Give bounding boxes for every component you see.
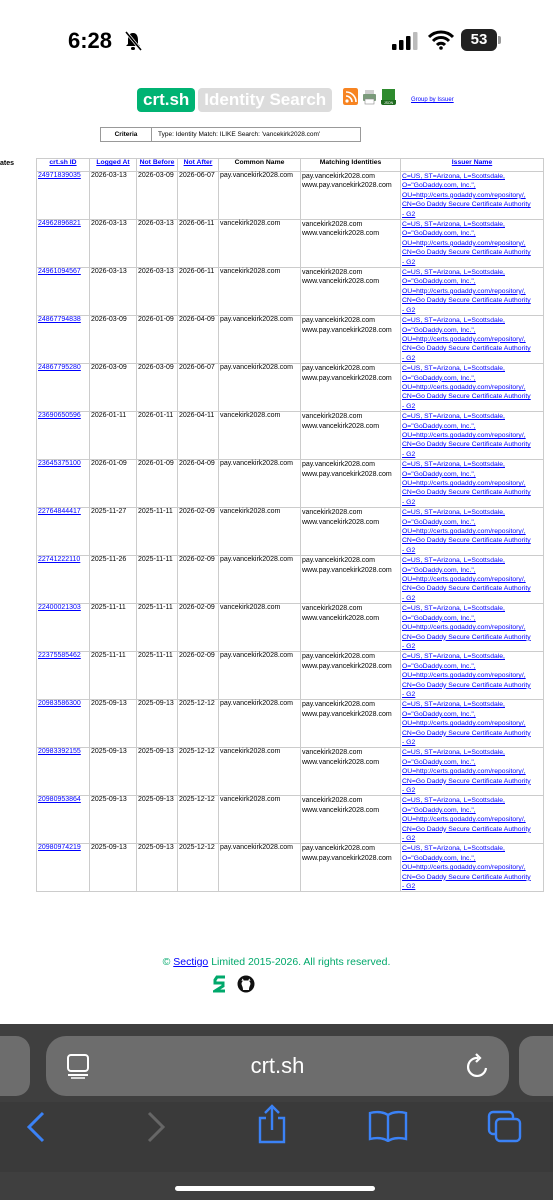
cell-issuer-name[interactable]: C=US, ST=Arizona, L=Scottsdale, O="GoDaddy.com, Inc.", OU=http://certs.godaddy.com/repository/, CN=Go Daddy Secure Certificate Authority - G2 xyxy=(401,604,544,652)
cell-common-name: pay.vancekirk2028.com xyxy=(219,172,301,220)
table-row xyxy=(37,508,544,556)
address-bar[interactable] xyxy=(46,1036,509,1096)
cell-not-before: 2026-03-13 xyxy=(137,268,178,316)
cell-common-name: pay.vancekirk2028.com xyxy=(219,844,301,892)
cell-issuer-name[interactable]: C=US, ST=Arizona, L=Scottsdale, O="GoDaddy.com, Inc.", OU=http://certs.godaddy.com/repository/, CN=Go Daddy Secure Certificate Authority - G2 xyxy=(401,844,544,892)
back-icon[interactable] xyxy=(25,1110,47,1144)
cell-not-after: 2025-12-12 xyxy=(178,844,219,892)
cell-logged-at: 2025-11-11 xyxy=(90,604,137,652)
cell-not-before: 2026-03-13 xyxy=(137,220,178,268)
cell-matching-identities: vancekirk2028.com www.vancekirk2028.com xyxy=(301,508,401,556)
cell-common-name: vancekirk2028.com xyxy=(219,748,301,796)
cell-crtsh-id[interactable]: 23690650596 xyxy=(37,412,90,460)
cell-logged-at: 2026-03-13 xyxy=(90,172,137,220)
battery-level: 53 xyxy=(461,29,497,51)
cell-not-before: 2025-09-13 xyxy=(137,796,178,844)
group-by-issuer-link[interactable]: Group by Issuer xyxy=(411,97,454,103)
table-row xyxy=(37,604,544,652)
cell-not-before: 2025-09-13 xyxy=(137,700,178,748)
cell-common-name: pay.vancekirk2028.com xyxy=(219,700,301,748)
cell-not-before: 2025-11-11 xyxy=(137,508,178,556)
cell-issuer-name[interactable]: C=US, ST=Arizona, L=Scottsdale, O="GoDaddy.com, Inc.", OU=http://certs.godaddy.com/repository/, CN=Go Daddy Secure Certificate Authority - G2 xyxy=(401,700,544,748)
cell-not-before: 2026-01-09 xyxy=(137,460,178,508)
table-row xyxy=(37,268,544,316)
reload-icon[interactable] xyxy=(465,1052,491,1080)
printer-icon[interactable] xyxy=(362,88,377,105)
cell-not-before: 2026-03-09 xyxy=(137,172,178,220)
cell-matching-identities: pay.vancekirk2028.com www.pay.vancekirk2028.com xyxy=(301,364,401,412)
table-row xyxy=(37,556,544,604)
cell-matching-identities: vancekirk2028.com www.vancekirk2028.com xyxy=(301,220,401,268)
cell-common-name: pay.vancekirk2028.com xyxy=(219,364,301,412)
cell-common-name: pay.vancekirk2028.com xyxy=(219,556,301,604)
col-not-before[interactable]: Not Before xyxy=(137,159,178,172)
cell-logged-at: 2025-09-13 xyxy=(90,796,137,844)
cell-not-before: 2026-03-09 xyxy=(137,364,178,412)
footer-icons xyxy=(213,975,255,993)
table-row xyxy=(37,796,544,844)
criteria-box xyxy=(100,127,361,142)
cell-not-before: 2025-11-11 xyxy=(137,604,178,652)
status-time: 6:28 xyxy=(68,28,113,53)
table-row xyxy=(37,700,544,748)
cell-issuer-name[interactable]: C=US, ST=Arizona, L=Scottsdale, O="GoDaddy.com, Inc.", OU=http://certs.godaddy.com/repository/, CN=Go Daddy Secure Certificate Authority - G2 xyxy=(401,412,544,460)
cell-logged-at: 2025-09-13 xyxy=(90,700,137,748)
bookmarks-icon[interactable] xyxy=(368,1110,408,1142)
cell-logged-at: 2026-03-13 xyxy=(90,268,137,316)
cell-matching-identities: pay.vancekirk2028.com www.pay.vancekirk2028.com xyxy=(301,556,401,604)
cell-logged-at: 2025-11-26 xyxy=(90,556,137,604)
cell-logged-at: 2026-03-09 xyxy=(90,364,137,412)
cell-common-name: pay.vancekirk2028.com xyxy=(219,652,301,700)
share-icon[interactable] xyxy=(257,1104,287,1144)
cell-logged-at: 2026-01-09 xyxy=(90,460,137,508)
cell-matching-identities: vancekirk2028.com www.vancekirk2028.com xyxy=(301,604,401,652)
cell-matching-identities: vancekirk2028.com www.vancekirk2028.com xyxy=(301,268,401,316)
left-edge-label: ates xyxy=(0,160,15,167)
cell-matching-identities: pay.vancekirk2028.com www.pay.vancekirk2028.com xyxy=(301,652,401,700)
cell-common-name: vancekirk2028.com xyxy=(219,268,301,316)
cell-not-before: 2025-09-13 xyxy=(137,844,178,892)
cell-logged-at: 2025-09-13 xyxy=(90,844,137,892)
cell-issuer-name[interactable]: C=US, ST=Arizona, L=Scottsdale, O="GoDaddy.com, Inc.", OU=http://certs.godaddy.com/repository/, CN=Go Daddy Secure Certificate Authority - G2 xyxy=(401,796,544,844)
cell-not-after: 2025-12-12 xyxy=(178,748,219,796)
cell-common-name: vancekirk2028.com xyxy=(219,508,301,556)
cell-not-after: 2026-06-07 xyxy=(178,364,219,412)
site-logo[interactable] xyxy=(137,88,332,112)
cell-crtsh-id[interactable]: 24971839035 xyxy=(37,172,90,220)
results-table-wrap xyxy=(0,158,553,892)
cell-crtsh-id[interactable]: 20983392155 xyxy=(37,748,90,796)
header-icons xyxy=(343,88,396,105)
cell-common-name: pay.vancekirk2028.com xyxy=(219,460,301,508)
signal-icon xyxy=(392,32,418,50)
cell-issuer-name[interactable]: C=US, ST=Arizona, L=Scottsdale, O="GoDaddy.com, Inc.", OU=http://certs.godaddy.com/repository/, CN=Go Daddy Secure Certificate Authority - G2 xyxy=(401,508,544,556)
sectigo-link[interactable]: Sectigo xyxy=(173,956,209,968)
cell-logged-at: 2026-03-09 xyxy=(90,316,137,364)
cell-issuer-name[interactable]: C=US, ST=Arizona, L=Scottsdale, O="GoDaddy.com, Inc.", OU=http://certs.godaddy.com/repository/, CN=Go Daddy Secure Certificate Authority - G2 xyxy=(401,316,544,364)
cell-not-before: 2026-01-09 xyxy=(137,316,178,364)
next-tab-edge[interactable] xyxy=(519,1036,553,1096)
cell-matching-identities: pay.vancekirk2028.com www.pay.vancekirk2028.com xyxy=(301,172,401,220)
footer-rights: Limited 2015-2026. All rights reserved. xyxy=(208,956,391,968)
criteria-value: Type: Identity Match: ILIKE Search: 'vancekirk2028.com' xyxy=(158,131,321,138)
cell-crtsh-id[interactable]: 22764844417 xyxy=(37,508,90,556)
table-row xyxy=(37,412,544,460)
cell-common-name: pay.vancekirk2028.com xyxy=(219,316,301,364)
cell-logged-at: 2026-03-13 xyxy=(90,220,137,268)
cell-matching-identities: pay.vancekirk2028.com www.pay.vancekirk2028.com xyxy=(301,316,401,364)
cell-crtsh-id[interactable]: 24867794838 xyxy=(37,316,90,364)
cell-not-after: 2026-02-09 xyxy=(178,604,219,652)
cell-not-after: 2026-04-11 xyxy=(178,412,219,460)
cell-matching-identities: vancekirk2028.com www.vancekirk2028.com xyxy=(301,412,401,460)
cell-not-after: 2026-06-07 xyxy=(178,172,219,220)
cell-crtsh-id[interactable]: 22741222110 xyxy=(37,556,90,604)
footer-copyright: © xyxy=(162,956,174,968)
table-row xyxy=(37,172,544,220)
table-row xyxy=(37,844,544,892)
prev-tab-edge[interactable] xyxy=(0,1036,30,1096)
cell-logged-at: 2026-01-11 xyxy=(90,412,137,460)
home-indicator xyxy=(175,1186,375,1191)
cell-not-before: 2026-01-11 xyxy=(137,412,178,460)
github-icon[interactable] xyxy=(237,975,255,993)
cell-matching-identities: pay.vancekirk2028.com www.pay.vancekirk2028.com xyxy=(301,844,401,892)
cell-not-before: 2025-09-13 xyxy=(137,748,178,796)
table-row xyxy=(37,316,544,364)
results-table xyxy=(36,158,544,892)
table-row xyxy=(37,220,544,268)
cell-crtsh-id[interactable]: 20983586300 xyxy=(37,700,90,748)
cell-not-after: 2026-06-11 xyxy=(178,220,219,268)
sectigo-icon[interactable] xyxy=(213,975,227,993)
cell-matching-identities: vancekirk2028.com www.vancekirk2028.com xyxy=(301,748,401,796)
cell-issuer-name[interactable]: C=US, ST=Arizona, L=Scottsdale, O="GoDaddy.com, Inc.", OU=http://certs.godaddy.com/repository/, CN=Go Daddy Secure Certificate Authority - G2 xyxy=(401,220,544,268)
cell-not-after: 2026-06-11 xyxy=(178,268,219,316)
url-text[interactable]: crt.sh xyxy=(250,1053,305,1078)
browser-chrome xyxy=(0,1024,553,1200)
forward-icon[interactable] xyxy=(145,1110,167,1144)
cell-common-name: vancekirk2028.com xyxy=(219,604,301,652)
rss-icon[interactable] xyxy=(343,88,358,105)
col-matching-identities: Matching Identities xyxy=(301,159,401,172)
cell-common-name: vancekirk2028.com xyxy=(219,412,301,460)
cell-crtsh-id[interactable]: 20980974219 xyxy=(37,844,90,892)
cell-issuer-name[interactable]: C=US, ST=Arizona, L=Scottsdale, O="GoDaddy.com, Inc.", OU=http://certs.godaddy.com/repository/, CN=Go Daddy Secure Certificate Authority - G2 xyxy=(401,268,544,316)
col-logged-at[interactable]: Logged At xyxy=(90,159,137,172)
cell-issuer-name[interactable]: C=US, ST=Arizona, L=Scottsdale, O="GoDaddy.com, Inc.", OU=http://certs.godaddy.com/repository/, CN=Go Daddy Secure Certificate Authority - G2 xyxy=(401,172,544,220)
cell-issuer-name[interactable]: C=US, ST=Arizona, L=Scottsdale, O="GoDaddy.com, Inc.", OU=http://certs.godaddy.com/repository/, CN=Go Daddy Secure Certificate Authority - G2 xyxy=(401,364,544,412)
bell-slash-icon xyxy=(124,31,142,51)
cell-crtsh-id[interactable]: 24962896821 xyxy=(37,220,90,268)
table-row xyxy=(37,460,544,508)
cell-crtsh-id[interactable]: 20980953864 xyxy=(37,796,90,844)
table-header-row xyxy=(37,159,544,172)
criteria-label: Criteria xyxy=(101,128,152,141)
cell-issuer-name[interactable]: C=US, ST=Arizona, L=Scottsdale, O="GoDaddy.com, Inc.", OU=http://certs.godaddy.com/repository/, CN=Go Daddy Secure Certificate Authority - G2 xyxy=(401,748,544,796)
logo-crtsh[interactable]: crt.sh xyxy=(137,88,195,112)
cell-not-after: 2025-12-12 xyxy=(178,700,219,748)
cell-common-name: vancekirk2028.com xyxy=(219,796,301,844)
cell-issuer-name[interactable]: C=US, ST=Arizona, L=Scottsdale, O="GoDaddy.com, Inc.", OU=http://certs.godaddy.com/repository/, CN=Go Daddy Secure Certificate Authority - G2 xyxy=(401,652,544,700)
table-row xyxy=(37,364,544,412)
cell-crtsh-id[interactable]: 23645375100 xyxy=(37,460,90,508)
table-row xyxy=(37,652,544,700)
col-issuer-name[interactable]: Issuer Name xyxy=(401,159,544,172)
cell-crtsh-id[interactable]: 22375585462 xyxy=(37,652,90,700)
cell-not-after: 2026-04-09 xyxy=(178,460,219,508)
cell-not-after: 2025-12-12 xyxy=(178,796,219,844)
wifi-icon xyxy=(428,30,454,50)
cell-not-after: 2026-02-09 xyxy=(178,652,219,700)
logo-identity-search: Identity Search xyxy=(198,88,332,112)
cell-matching-identities: vancekirk2028.com www.vancekirk2028.com xyxy=(301,796,401,844)
cell-issuer-name[interactable]: C=US, ST=Arizona, L=Scottsdale, O="GoDaddy.com, Inc.", OU=http://certs.godaddy.com/repository/, CN=Go Daddy Secure Certificate Authority - G2 xyxy=(401,556,544,604)
col-common-name: Common Name xyxy=(219,159,301,172)
cell-not-before: 2025-11-11 xyxy=(137,556,178,604)
col-not-after[interactable]: Not After xyxy=(178,159,219,172)
tabs-icon[interactable] xyxy=(487,1110,523,1144)
cell-issuer-name[interactable]: C=US, ST=Arizona, L=Scottsdale, O="GoDaddy.com, Inc.", OU=http://certs.godaddy.com/repository/, CN=Go Daddy Secure Certificate Authority - G2 xyxy=(401,460,544,508)
cell-matching-identities: pay.vancekirk2028.com www.pay.vancekirk2028.com xyxy=(301,700,401,748)
cell-common-name: vancekirk2028.com xyxy=(219,220,301,268)
bottom-toolbar xyxy=(0,1102,553,1172)
footer xyxy=(0,956,553,968)
cell-not-before: 2025-11-11 xyxy=(137,652,178,700)
cell-crtsh-id[interactable]: 22400021303 xyxy=(37,604,90,652)
col-crtsh-id[interactable]: crt.sh ID xyxy=(37,159,90,172)
json-icon[interactable] xyxy=(381,88,396,105)
cell-crtsh-id[interactable]: 24867795280 xyxy=(37,364,90,412)
status-bar xyxy=(0,0,553,80)
cell-logged-at: 2025-11-11 xyxy=(90,652,137,700)
battery-cap xyxy=(498,36,501,44)
cell-matching-identities: pay.vancekirk2028.com www.pay.vancekirk2028.com xyxy=(301,460,401,508)
cell-crtsh-id[interactable]: 24961094567 xyxy=(37,268,90,316)
cell-not-after: 2026-04-09 xyxy=(178,316,219,364)
cell-not-after: 2026-02-09 xyxy=(178,556,219,604)
cell-logged-at: 2025-09-13 xyxy=(90,748,137,796)
cell-not-after: 2026-02-09 xyxy=(178,508,219,556)
cell-logged-at: 2025-11-27 xyxy=(90,508,137,556)
svg-text:JSON: JSON xyxy=(383,101,394,105)
table-row xyxy=(37,748,544,796)
